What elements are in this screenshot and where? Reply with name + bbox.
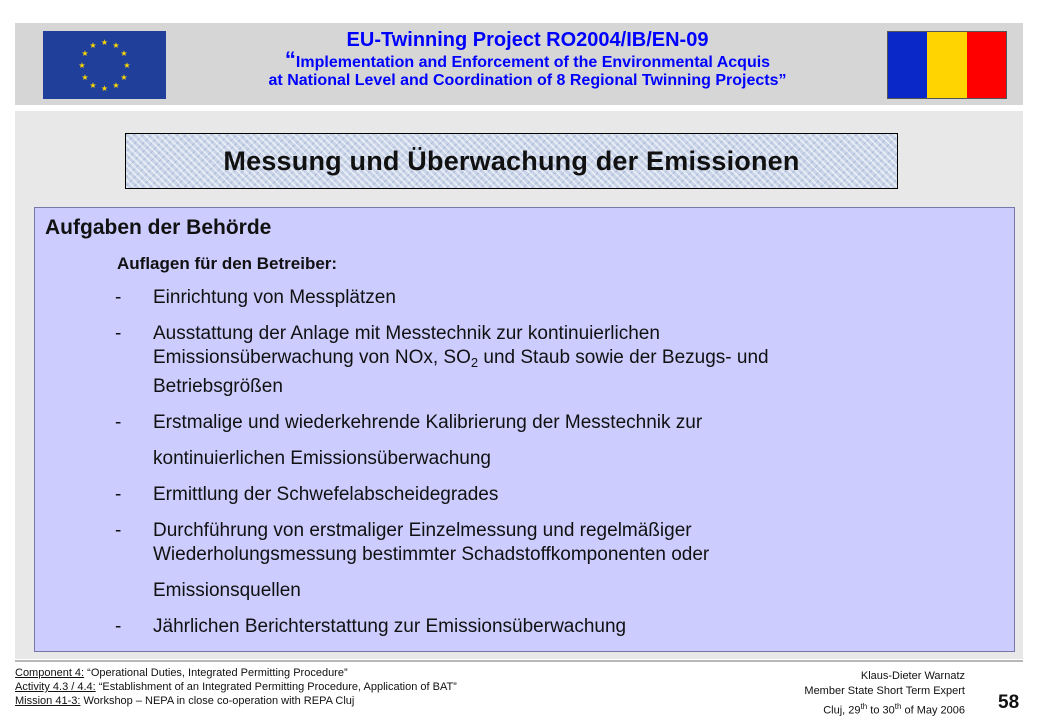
svg-text:★: ★ — [112, 41, 120, 50]
list-item — [115, 286, 1004, 310]
slide-title-box — [125, 133, 898, 189]
footer-line-component — [15, 666, 457, 680]
bullet-dash: - — [115, 287, 122, 308]
bullet-dash: - — [115, 412, 122, 433]
flag-stripe-red — [967, 32, 1006, 98]
list-item-text: Erstmalige und wiederkehrende Kalibrierung der Messtechnik zur — [153, 412, 703, 433]
text-post: und Staub sowie der Bezugs- und — [478, 347, 769, 368]
svg-text:★: ★ — [112, 81, 120, 90]
mission-label: Mission 41-3: — [15, 695, 81, 707]
list-item-text-line2: kontinuierlichen Emissionsüberwachung — [153, 448, 491, 469]
project-header — [175, 29, 880, 90]
list-item-text: Durchführung von erstmaliger Einzelmessung und regelmäßiger — [153, 520, 692, 541]
expert-name: Klaus-Dieter Warnatz — [860, 670, 965, 682]
svg-text:★: ★ — [81, 49, 89, 58]
svg-text:★: ★ — [120, 49, 128, 58]
header-band — [15, 23, 1023, 105]
section-heading: Aufgaben der Behörde — [45, 216, 272, 239]
eu-flag-icon — [43, 31, 166, 99]
list-item-text-line3: Emissionsquellen — [153, 580, 301, 601]
requirement-list — [115, 286, 1004, 639]
date-part2: to 30 — [867, 704, 895, 717]
list-item-text-line2 — [153, 346, 1004, 375]
svg-text:★: ★ — [120, 73, 128, 82]
list-item — [115, 615, 1004, 639]
footer-divider — [15, 660, 1023, 662]
date-sup1: th — [860, 702, 868, 711]
project-title-text: Implementation and Enforcement of the Environmental Acquis — [295, 54, 771, 71]
activity-label: Activity 4.3 / 4.4: — [15, 681, 96, 693]
footer-line-activity — [15, 680, 457, 694]
list-item-text-line3: Betriebsgrößen — [153, 376, 283, 397]
list-item-text: Einrichtung von Messplätzen — [153, 287, 396, 308]
expert-role: Member State Short Term Expert — [804, 685, 965, 697]
list-item-text: Ausstattung der Anlage mit Messtechnik zur kontinuierlichen — [153, 323, 660, 344]
activity-text: “Establishment of an Integrated Permitting Procedure, Application of BAT” — [95, 681, 457, 693]
list-item — [115, 483, 1004, 507]
project-id: EU-Twinning Project RO2004/IB/EN-09 — [346, 29, 709, 51]
bullet-dash: - — [115, 520, 122, 541]
footer-right — [804, 669, 965, 719]
bullet-dash: - — [115, 323, 122, 344]
list-item — [115, 322, 1004, 399]
footer-left — [15, 666, 457, 708]
bullet-dash: - — [115, 484, 122, 505]
svg-text:★: ★ — [100, 84, 109, 93]
component-text: “Operational Duties, Integrated Permitting Procedure” — [84, 667, 348, 679]
footer-line-mission — [15, 694, 457, 708]
flag-stripe-blue — [888, 32, 927, 98]
subheading: Auflagen für den Betreiber: — [117, 254, 338, 273]
content-box — [34, 207, 1015, 652]
date-sup2: th — [894, 702, 902, 711]
date-part3: of May 2006 — [901, 704, 965, 717]
mission-text: Workshop – NEPA in close co-operation with REPA Cluj — [80, 695, 355, 707]
date-part1: Cluj, 29 — [823, 704, 861, 717]
svg-text:★: ★ — [81, 73, 89, 82]
list-item — [115, 519, 1004, 603]
content-inner — [45, 216, 1004, 639]
list-item-text: Jährlichen Berichterstattung zur Emissionsüberwachung — [153, 616, 627, 637]
romania-flag-icon — [887, 31, 1007, 99]
svg-text:★: ★ — [89, 81, 97, 90]
project-title-line1 — [175, 47, 880, 72]
bullet-dash: - — [115, 616, 122, 637]
svg-text:★: ★ — [78, 61, 86, 70]
project-title-line2: at National Level and Coordination of 8 Regional Twinning Projects” — [268, 72, 787, 89]
slide-title: Messung und Überwachung der Emissionen — [223, 145, 800, 176]
component-label: Component 4: — [15, 667, 85, 679]
open-quote: “ — [284, 47, 296, 72]
svg-text:★: ★ — [89, 41, 97, 50]
flag-stripe-yellow — [927, 32, 966, 98]
svg-text:★: ★ — [123, 61, 131, 70]
list-item-text-line2: Wiederholungsmessung bestimmter Schadstoffkomponenten oder — [153, 544, 710, 565]
list-item — [115, 411, 1004, 471]
event-date — [804, 699, 965, 719]
text-pre: Emissionsüberwachung von NOx, SO — [153, 347, 471, 368]
subscript: 2 — [470, 355, 479, 370]
page-number: 58 — [998, 692, 1020, 713]
list-item-text: Ermittlung der Schwefelabscheidegrades — [153, 484, 499, 505]
svg-text:★: ★ — [100, 38, 109, 47]
